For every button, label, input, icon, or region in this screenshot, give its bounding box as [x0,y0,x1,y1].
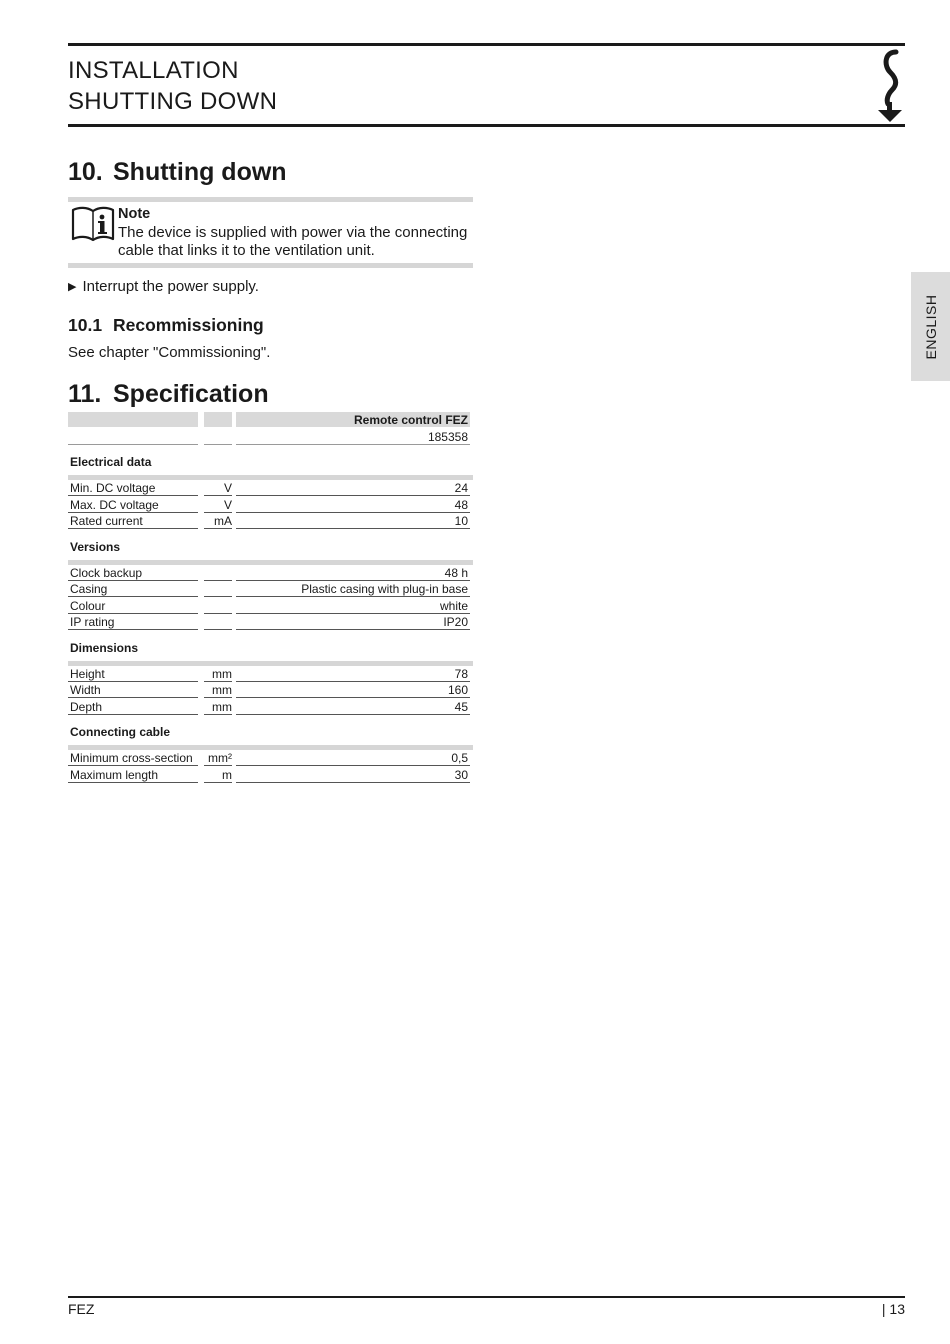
spec-row-value: 160 [236,682,470,698]
spec-row-value: 24 [236,480,470,496]
specification-table [68,412,473,783]
spec-row-unit: mA [204,513,232,529]
spec-row-unit [204,581,232,597]
spec-row-value: Plastic casing with plug-in base [236,581,470,597]
spec-header-blank-2 [204,412,232,427]
spec-row-label: Clock backup [68,565,198,581]
spec-row [68,598,473,615]
spec-row-unit [204,565,232,581]
spec-section-title: Dimensions [70,640,139,655]
language-side-tab-label: ENGLISH [922,294,939,359]
spec-row-label: Width [68,682,198,698]
spec-row-label: Casing [68,581,198,597]
stiebel-arrow-logo-icon [874,46,906,124]
language-side-tab [911,272,950,381]
footer-page-number: | 13 [881,1301,905,1317]
section-10-1-number: 10.1 [68,315,103,335]
note-top-bar [68,197,473,202]
spec-row [68,614,473,631]
header-title [68,55,277,117]
info-book-icon [71,206,115,242]
spec-row-value: 0,5 [236,750,470,766]
header-title-line1: INSTALLATION [68,57,239,84]
footer-product: FEZ [68,1301,95,1317]
spec-row-label: Min. DC voltage [68,480,198,496]
spec-row-label: Maximum length [68,767,198,783]
spec-section-title: Connecting cable [70,725,171,739]
spec-row-value: 10 [236,513,470,529]
spec-row-label: Max. DC voltage [68,497,198,513]
spec-row-value: 78 [236,666,470,682]
spec-row [68,699,473,716]
spec-part-number-row [68,429,473,446]
spec-part-number: 185358 [236,429,470,445]
spec-row-unit: V [204,497,232,513]
spec-row-unit [204,614,232,630]
spec-row-unit: m [204,767,232,783]
note-text: The device is supplied with power via the connecting cable that links it to the ventilation unit. [118,224,468,259]
spec-row [68,750,473,767]
spec-product-name: Remote control FEZ [236,412,470,427]
spec-row [68,497,473,514]
spec-row-value: IP20 [236,614,470,630]
spec-row [68,767,473,784]
spec-row-label: Colour [68,598,198,614]
section-10-1-text: See chapter "Commissioning". [68,344,271,361]
spec-row-unit: V [204,480,232,496]
section-10-number: 10. [68,158,103,186]
spec-row-label: Rated current [68,513,198,529]
spec-sections [68,445,473,783]
spec-row [68,513,473,530]
section-10-1-title: Recommissioning [113,315,264,335]
spec-row-unit: mm [204,666,232,682]
section-11-heading [68,380,269,409]
spec-row-unit: mm [204,699,232,715]
section-11-title: Specification [113,380,269,408]
spec-row [68,480,473,497]
action-step [68,278,259,295]
header-title-line2: SHUTTING DOWN [68,88,278,115]
spec-row-unit: mm [204,682,232,698]
spec-row [68,682,473,699]
spec-row-value: 30 [236,767,470,783]
section-11-number: 11. [68,380,102,408]
footer-rule [68,1296,905,1298]
spec-row-unit [204,598,232,614]
section-10-heading [68,158,287,187]
note-title: Note [118,206,151,222]
spec-row [68,565,473,582]
spec-row-label: Minimum cross-section [68,750,198,766]
spec-row-value: 48 h [236,565,470,581]
spec-part-blank-1 [68,429,198,445]
spec-row-label: Height [68,666,198,682]
header-top-rule [68,43,905,46]
note-bottom-bar [68,263,473,268]
spec-row [68,666,473,683]
spec-row-label: IP rating [68,614,198,630]
spec-section-title: Electrical data [70,455,152,469]
spec-header-blank-1 [68,412,198,427]
section-10-1-heading [68,315,264,336]
header-bottom-rule [68,124,905,127]
section-10-title: Shutting down [113,158,287,186]
spec-row [68,581,473,598]
spec-row-value: white [236,598,470,614]
spec-row-value: 45 [236,699,470,715]
spec-row-label: Depth [68,699,198,715]
action-step-text: Interrupt the power supply. [82,278,259,295]
spec-section-title: Versions [70,539,121,554]
spec-part-blank-2 [204,429,232,445]
triangle-bullet-icon: ▶ [68,281,77,293]
spec-row-unit: mm² [204,750,232,766]
spec-header-row [68,412,473,429]
spec-row-value: 48 [236,497,470,513]
